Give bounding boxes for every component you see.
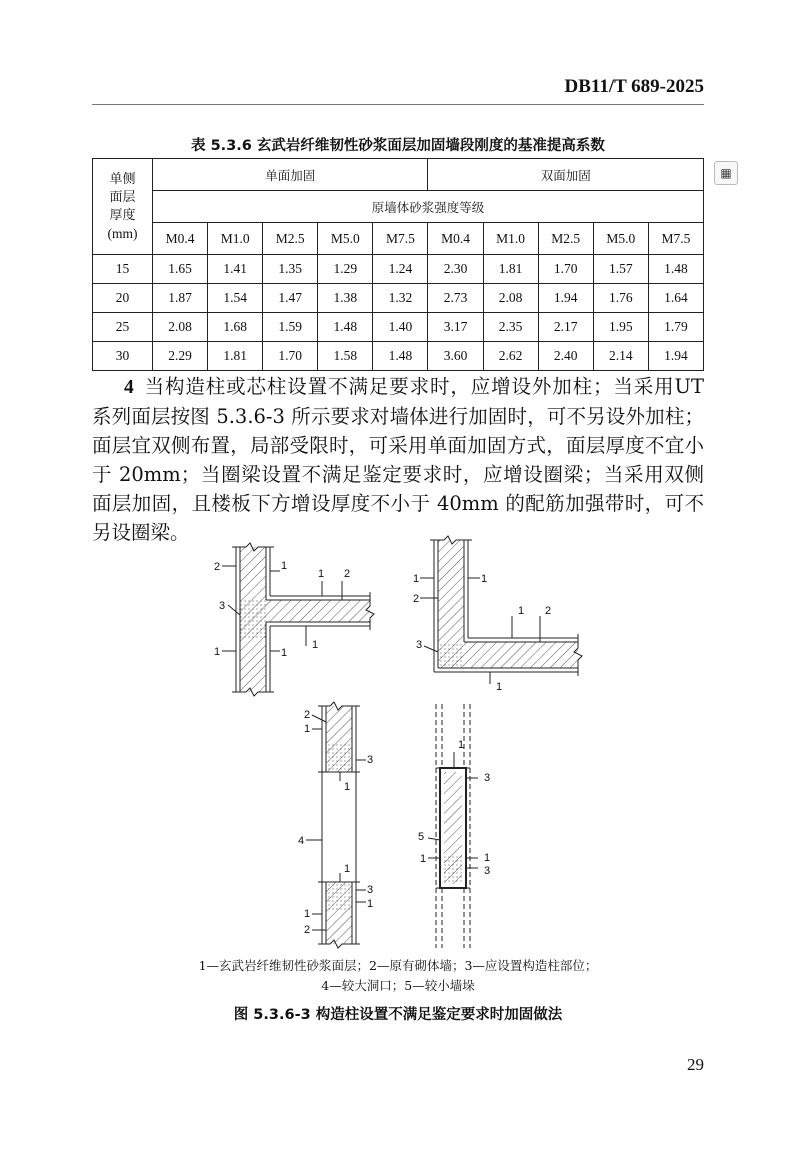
figure-label: 1 [318,568,325,580]
figure-label: 1 [281,560,288,572]
grade-cell: M7.5 [648,223,703,255]
value-cell: 3.60 [428,342,483,371]
figure-label: 1 [496,681,503,693]
mortar-grade-header: 原墙体砂浆强度等级 [153,191,704,223]
grade-cell: M1.0 [483,223,538,255]
value-cell: 1.94 [538,284,593,313]
value-cell: 1.87 [153,284,208,313]
value-cell: 1.47 [263,284,318,313]
value-cell: 2.73 [428,284,483,313]
value-cell: 2.30 [428,255,483,284]
value-cell: 1.76 [593,284,648,313]
figure-label: 1 [304,723,311,735]
table-row [93,284,704,313]
l-corner-detail [420,536,582,684]
value-cell: 1.95 [593,313,648,342]
figure-label: 3 [367,754,374,766]
table-caption: 表 5.3.6 玄武岩纤维韧性砂浆面层加固墙段刚度的基准提高系数 [191,138,605,154]
thickness-cell: 30 [93,342,153,371]
figure-label: 1 [281,647,288,659]
value-cell: 1.24 [373,255,428,284]
value-cell: 1.40 [373,313,428,342]
document-code: DB11/T 689-2025 [564,76,704,97]
value-cell: 1.81 [483,255,538,284]
thickness-cell: 20 [93,284,153,313]
thickness-cell: 15 [93,255,153,284]
grade-cell: M2.5 [263,223,318,255]
value-cell: 1.48 [373,342,428,371]
stub-line: 面层 [109,189,136,205]
value-cell: 1.81 [208,342,263,371]
clause-number: 4 [124,377,134,398]
value-cell: 1.59 [263,313,318,342]
figure-legend-line-1: 1—玄武岩纤维韧性砂浆面层；2—原有砌体墙；3—应设置构造柱部位； [198,958,598,973]
thickness-stub-header [93,159,153,255]
value-cell: 1.68 [208,313,263,342]
small-pier-detail [428,704,478,948]
group-header-double: 双面加固 [428,159,704,191]
figure-label: 2 [214,561,221,573]
figure-label: 1 [312,639,319,651]
figure-label: 2 [344,568,351,580]
figure-label: 2 [304,924,311,936]
figure-label: 1 [413,573,420,585]
grade-cell: M5.0 [593,223,648,255]
figure-label: 1 [344,781,351,793]
large-opening-detail [306,702,366,948]
grade-cell: M7.5 [373,223,428,255]
figure-label: 1 [518,605,525,617]
grade-cell: M0.4 [153,223,208,255]
figure-label: 1 [344,863,351,875]
value-cell: 1.57 [593,255,648,284]
table-view-icon[interactable]: ▦ [714,161,738,185]
value-cell: 1.32 [373,284,428,313]
value-cell: 2.08 [483,284,538,313]
figure-label: 3 [367,884,374,896]
figure-label: 3 [484,865,491,877]
value-cell: 1.48 [318,313,373,342]
value-cell: 1.48 [648,255,703,284]
page-number: 29 [687,1055,704,1074]
figure-caption: 图 5.3.6-3 构造柱设置不满足鉴定要求时加固做法 [233,1007,563,1023]
figure-label: 1 [304,908,311,920]
figure-label: 2 [545,605,552,617]
value-cell: 1.64 [648,284,703,313]
value-cell: 3.17 [428,313,483,342]
figure-label: 5 [418,831,425,843]
value-cell: 2.40 [538,342,593,371]
value-cell: 1.29 [318,255,373,284]
figure-label: 1 [484,852,491,864]
figure-label: 1 [481,573,488,585]
figure-label: 1 [214,646,221,658]
value-cell: 2.17 [538,313,593,342]
figure-label: 3 [484,772,491,784]
value-cell: 1.35 [263,255,318,284]
stub-line: (mm) [107,225,138,241]
value-cell: 1.70 [263,342,318,371]
t-junction-detail [222,543,374,696]
value-cell: 2.35 [483,313,538,342]
value-cell: 1.79 [648,313,703,342]
table-row [93,313,704,342]
grade-header-row [93,223,704,255]
thickness-cell: 25 [93,313,153,342]
group-header-single: 单面加固 [153,159,428,191]
value-cell: 1.94 [648,342,703,371]
grade-cell: M5.0 [318,223,373,255]
figure-label: 2 [413,593,420,605]
value-cell: 1.70 [538,255,593,284]
table-row [93,255,704,284]
clause-paragraph [92,372,704,547]
figure-label: 3 [416,639,423,651]
figure-label: 1 [420,853,427,865]
value-cell: 1.38 [318,284,373,313]
value-cell: 2.14 [593,342,648,371]
figure-label: 4 [298,835,305,847]
figure-label: 1 [367,898,374,910]
grade-cell: M0.4 [428,223,483,255]
header-rule [92,104,704,105]
value-cell: 1.41 [208,255,263,284]
figure-label: 2 [304,709,311,721]
value-cell: 2.62 [483,342,538,371]
coefficient-table [92,158,704,371]
figure-label: 1 [458,739,465,751]
value-cell: 1.65 [153,255,208,284]
figure-label: 3 [219,600,226,612]
clause-text: 当构造柱或芯柱设置不满足要求时，应增设外加柱；当采用UT 系列面层按图 5.3.6-3 所示要求对墙体进行加固时，可不另设外加柱；面层宜双侧布置，局部受限时，可采用单面加固方式，面层厚度不宜小于 20mm；当圈梁设置不满足鉴定要求时，应增设圈梁；当采用双侧面层加固，且楼板下方增设厚度不小于 40mm 的配筋加强带时，可不另设圈梁。 [92,375,704,544]
figure-legend-line-2: 4—较大洞口；5—较小墙垛 [321,978,475,993]
stub-line: 厚度 [109,207,136,223]
value-cell: 1.54 [208,284,263,313]
table-row [93,342,704,371]
grade-cell: M2.5 [538,223,593,255]
stub-line: 单侧 [109,171,136,187]
value-cell: 1.58 [318,342,373,371]
value-cell: 2.08 [153,313,208,342]
reinforcement-detail-figure [0,535,796,955]
grade-cell: M1.0 [208,223,263,255]
value-cell: 2.29 [153,342,208,371]
